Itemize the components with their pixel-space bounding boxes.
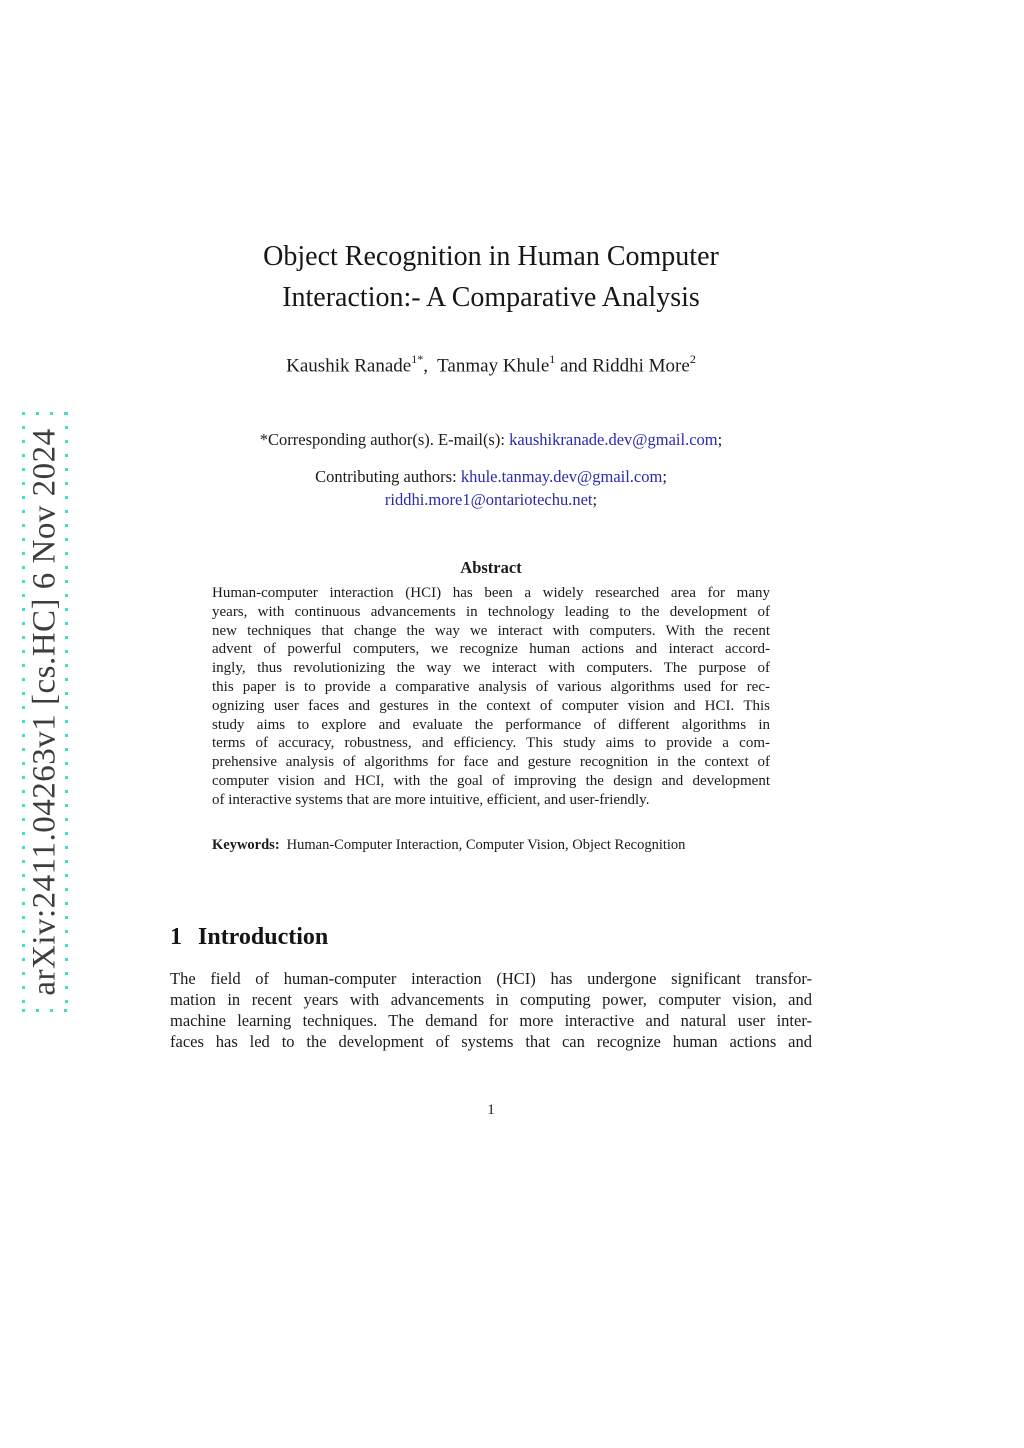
author-separator: and [555,355,593,377]
semicolon: ; [662,467,667,486]
paper-title-line1: Object Recognition in Human Computer [263,241,719,272]
section-title: Introduction [198,924,329,950]
section-heading-introduction [170,924,812,951]
abstract-line: terms of accuracy, robustness, and efficiency. This study aims to provide a com- [212,735,770,752]
semicolon: ; [717,430,723,449]
abstract-line: of interactive systems that are more intuitive, efficient, and user-friendly. [212,791,650,808]
abstract-line: years, with continuous advancements in technology leading to the development of [212,603,770,620]
arxiv-watermark [22,412,68,1012]
corresponding-author-line [170,430,812,450]
keywords-line [212,837,770,854]
abstract-line: Human-computer interaction (HCI) has been a widely researched area for many [212,585,770,601]
section-number: 1 [170,924,182,950]
arxiv-id-text: arXiv:2411.04263v1 [cs.HC] 6 Nov 2024 [26,428,63,996]
contributing-authors-prefix: Contributing authors: [315,467,461,486]
watermark-dotted-border-top [22,412,68,415]
author-2-name: Tanmay Khule [437,355,550,377]
abstract-line: this paper is to provide a comparative analysis of various algorithms used for rec- [212,678,770,695]
abstract-line: computer vision and HCI, with the goal of improving the design and development [212,772,770,789]
watermark-dotted-border-right [65,412,68,1012]
corresponding-author-prefix: *Corresponding author(s). E-mail(s): [259,430,510,449]
contributing-authors-block [170,465,812,511]
author-3-name: Riddhi More [592,355,690,377]
abstract-line: ingly, thus revolutionizing the way we interact with computers. The purpose of [212,660,770,677]
corresponding-email-link[interactable]: kaushikranade.dev@gmail.com [509,430,718,449]
contributing-authors-line2 [170,488,812,511]
abstract-line: advent of powerful computers, we recognize human actions and interact accord- [212,641,770,658]
contributing-authors-line1 [170,465,812,488]
contributing-email-1-link[interactable]: khule.tanmay.dev@gmail.com [460,467,663,486]
author-3-affiliation-mark: 2 [689,352,696,366]
introduction-line: The field of human-computer interaction (HCI) has undergone significant transfor- [170,969,812,988]
watermark-dotted-border-bottom [22,1009,68,1012]
author-separator: , [423,355,438,377]
paper-title-line2: Interaction:- A Comparative Analysis [282,282,700,313]
contributing-email-2-link[interactable]: riddhi.more1@ontariotechu.net [384,490,593,509]
introduction-paragraph [170,968,812,1052]
abstract-line: new techniques that change the way we interact with computers. With the recent [212,622,770,639]
page-number: 1 [487,1102,495,1118]
paper-title [170,236,812,318]
keywords-label: Keywords: [212,837,280,853]
abstract-line: ognizing user faces and gestures in the context of computer vision and HCI. This [212,697,770,714]
semicolon: ; [592,490,598,509]
introduction-line: machine learning techniques. The demand for more interactive and natural user inter- [170,1011,812,1030]
abstract-line: study aims to explore and evaluate the performance of different algorithms in [212,716,770,733]
author-2-affiliation-mark: 1 [549,352,556,366]
abstract-heading: Abstract [460,558,522,577]
keywords-text: Human-Computer Interaction, Computer Vision, Object Recognition [286,837,686,853]
author-1-affiliation-mark: 1* [411,352,424,366]
authors-line [170,353,812,377]
abstract-line: prehensive analysis of algorithms for face and gesture recognition in the context of [212,754,770,771]
introduction-line: faces has led to the development of systems that can recognize human actions and [170,1032,812,1051]
author-1-name: Kaushik Ranade [286,355,412,377]
abstract-body [212,584,770,810]
introduction-line: mation in recent years with advancements in computing power, computer vision, and [170,990,812,1009]
watermark-dotted-border-left [22,412,25,1012]
